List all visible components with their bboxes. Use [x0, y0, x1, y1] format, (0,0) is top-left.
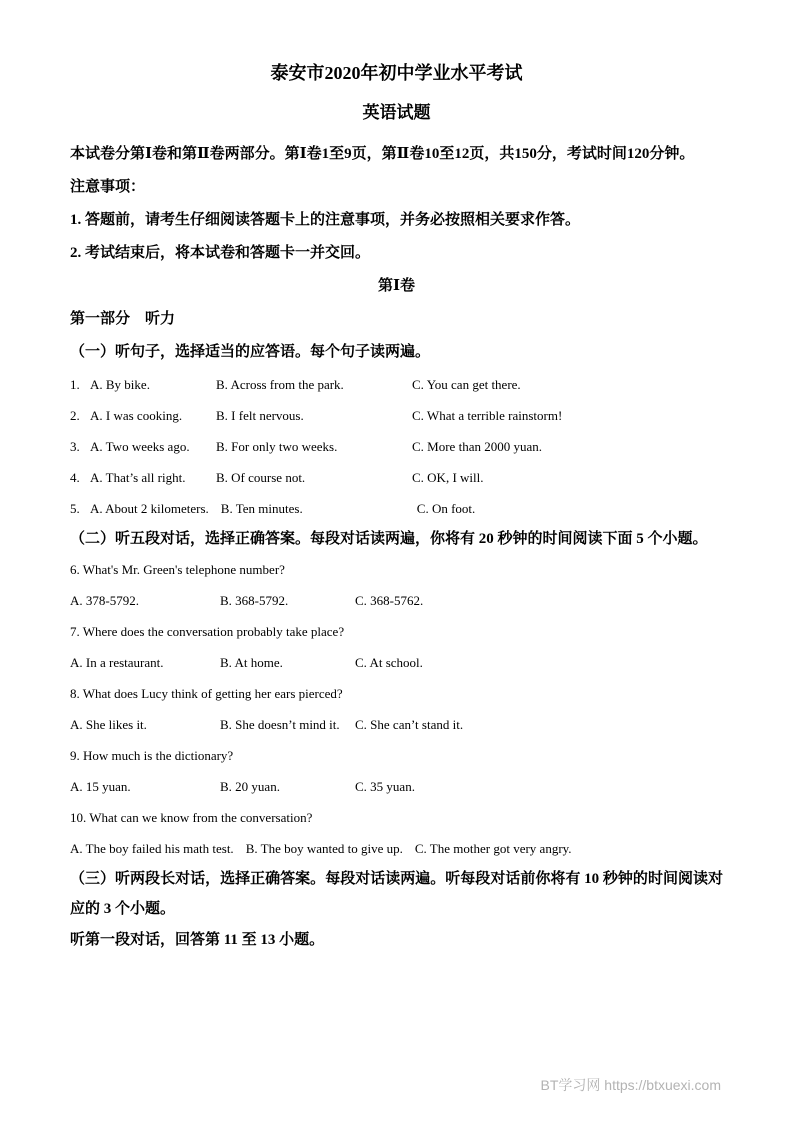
option-c: C. 368-5762. — [355, 593, 424, 608]
note-item-1: 1. 答题前，请考生仔细阅读答题卡上的注意事项，并务必按照相关要求作答。 — [70, 212, 581, 228]
option-b: B. Across from the park. — [216, 377, 344, 392]
question-text-9: 9. How much is the dictionary? — [70, 748, 234, 763]
option-a: A. 15 yuan. — [70, 779, 131, 794]
options-row-7 — [70, 647, 723, 678]
option-a: A. By bike. — [90, 377, 150, 392]
question-row-1 — [70, 369, 723, 400]
part-heading: 第一部分 听力 — [70, 311, 176, 327]
question-text-6: 6. What's Mr. Green's telephone number? — [70, 562, 285, 577]
option-b: B. The boy wanted to give up. — [245, 841, 403, 856]
section-two-heading: （二）听五段对话，选择正确答案。每段对话读两遍，你将有 20 秒钟的时间阅读下面 5 个小题。 — [70, 531, 708, 547]
exam-intro: 本试卷分第Ⅰ卷和第Ⅱ卷两部分。第Ⅰ卷1至9页，第Ⅱ卷10至12页，共150分，考试时间120分钟。 — [70, 146, 695, 162]
option-b: B. At home. — [220, 655, 283, 670]
question-number: 2. — [70, 408, 80, 423]
option-a: A. I was cooking. — [90, 408, 183, 423]
option-b: B. Ten minutes. — [220, 501, 303, 516]
section-three-heading: （三）听两段长对话，选择正确答案。每段对话读两遍。听每段对话前你将有 10 秒钟的时间阅读对应的 3 个小题。 — [70, 871, 723, 917]
question-number: 5. — [70, 501, 80, 516]
question-text-10: 10. What can we know from the conversation? — [70, 810, 313, 825]
question-text-7: 7. Where does the conversation probably take place? — [70, 624, 345, 639]
volume-heading: 第Ⅰ卷 — [377, 278, 416, 294]
option-b: B. I felt nervous. — [216, 408, 304, 423]
option-c: C. At school. — [355, 655, 423, 670]
option-b: B. She doesn’t mind it. — [220, 717, 340, 732]
option-c: C. On foot. — [416, 501, 476, 516]
options-row-8 — [70, 709, 723, 740]
option-b: B. 368-5792. — [220, 593, 289, 608]
question-row-3 — [70, 431, 723, 462]
question-row-2 — [70, 400, 723, 431]
option-a: A. 378-5792. — [70, 593, 139, 608]
option-c: C. The mother got very angry. — [414, 841, 572, 856]
section-three-subheading: 听第一段对话，回答第 11 至 13 小题。 — [70, 932, 325, 948]
option-c: C. What a terrible rainstorm! — [412, 408, 563, 423]
option-c: C. 35 yuan. — [355, 779, 415, 794]
page-subtitle: 英语试题 — [362, 103, 431, 122]
question-row-4 — [70, 462, 723, 493]
options-row-9 — [70, 771, 723, 802]
options-row-6 — [70, 585, 723, 616]
question-number: 3. — [70, 439, 80, 454]
option-b: B. Of course not. — [216, 470, 306, 485]
notes-heading: 注意事项： — [70, 179, 146, 195]
option-c: C. She can’t stand it. — [355, 717, 464, 732]
option-a: A. The boy failed his math test. — [70, 841, 234, 856]
section-one-heading: （一）听句子，选择适当的应答语。每个句子读两遍。 — [70, 344, 431, 360]
note-item-2: 2. 考试结束后，将本试卷和答题卡一并交回。 — [70, 245, 371, 261]
option-a: A. In a restaurant. — [70, 655, 164, 670]
option-c: C. More than 2000 yuan. — [412, 439, 542, 454]
option-a: A. That’s all right. — [90, 470, 186, 485]
options-row-10 — [70, 833, 723, 864]
option-c: C. OK, I will. — [412, 470, 484, 485]
option-a: A. Two weeks ago. — [90, 439, 190, 454]
option-b: B. 20 yuan. — [220, 779, 280, 794]
question-number: 1. — [70, 377, 80, 392]
option-a: A. About 2 kilometers. — [90, 501, 209, 516]
question-text-8: 8. What does Lucy think of getting her ears pierced? — [70, 686, 343, 701]
page-title: 泰安市2020年初中学业水平考试 — [270, 63, 523, 83]
option-a: A. She likes it. — [70, 717, 147, 732]
question-row-5 — [70, 493, 723, 524]
option-c: C. You can get there. — [412, 377, 521, 392]
option-b: B. For only two weeks. — [216, 439, 338, 454]
watermark: BT学习网 https://btxuexi.com — [540, 1077, 721, 1093]
question-number: 4. — [70, 470, 80, 485]
